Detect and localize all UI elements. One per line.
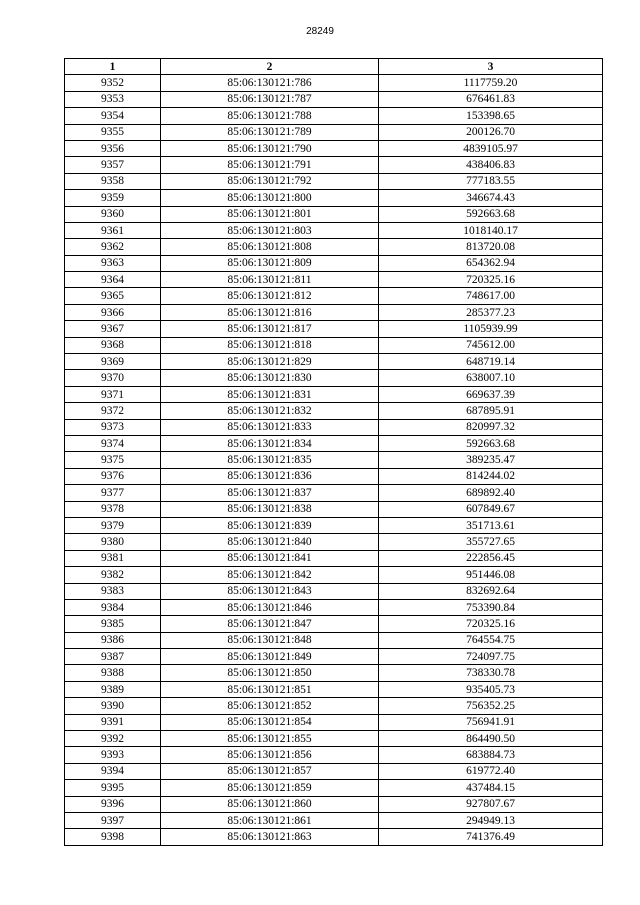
value-cell: 724097.75	[379, 649, 603, 665]
cadastral-number-cell: 85:06:130121:808	[161, 239, 379, 255]
row-number-cell: 9365	[65, 288, 161, 304]
column-header-1: 1	[65, 59, 161, 75]
row-number-cell: 9353	[65, 91, 161, 107]
column-header-2: 2	[161, 59, 379, 75]
cadastral-number-cell: 85:06:130121:809	[161, 255, 379, 271]
cadastral-number-cell: 85:06:130121:790	[161, 140, 379, 156]
table-row	[65, 304, 603, 320]
row-number-cell: 9376	[65, 468, 161, 484]
table-row	[65, 550, 603, 566]
cadastral-number-cell: 85:06:130121:831	[161, 386, 379, 402]
value-cell: 777183.55	[379, 173, 603, 189]
table-row	[65, 747, 603, 763]
table-row	[65, 370, 603, 386]
row-number-cell: 9368	[65, 337, 161, 353]
cadastral-number-cell: 85:06:130121:789	[161, 124, 379, 140]
cadastral-number-cell: 85:06:130121:800	[161, 190, 379, 206]
row-number-cell: 9357	[65, 157, 161, 173]
table-row	[65, 288, 603, 304]
cadastral-number-cell: 85:06:130121:842	[161, 567, 379, 583]
table-row	[65, 599, 603, 615]
row-number-cell: 9398	[65, 829, 161, 845]
table-row	[65, 435, 603, 451]
cadastral-number-cell: 85:06:130121:849	[161, 649, 379, 665]
value-cell: 638007.10	[379, 370, 603, 386]
value-cell: 648719.14	[379, 354, 603, 370]
row-number-cell: 9361	[65, 222, 161, 238]
row-number-cell: 9374	[65, 435, 161, 451]
column-header-3: 3	[379, 59, 603, 75]
value-cell: 4839105.97	[379, 140, 603, 156]
cadastral-number-cell: 85:06:130121:830	[161, 370, 379, 386]
row-number-cell: 9389	[65, 681, 161, 697]
row-number-cell: 9369	[65, 354, 161, 370]
table-row	[65, 190, 603, 206]
row-number-cell: 9372	[65, 403, 161, 419]
cadastral-number-cell: 85:06:130121:787	[161, 91, 379, 107]
value-cell: 748617.00	[379, 288, 603, 304]
value-cell: 1018140.17	[379, 222, 603, 238]
table-row	[65, 583, 603, 599]
value-cell: 592663.68	[379, 206, 603, 222]
table-row	[65, 632, 603, 648]
table-row	[65, 763, 603, 779]
table-row	[65, 731, 603, 747]
cadastral-number-cell: 85:06:130121:792	[161, 173, 379, 189]
value-cell: 745612.00	[379, 337, 603, 353]
table-row	[65, 321, 603, 337]
table-row	[65, 272, 603, 288]
table-row	[65, 124, 603, 140]
table-row	[65, 140, 603, 156]
cadastral-number-cell: 85:06:130121:860	[161, 796, 379, 812]
table-body	[65, 75, 603, 845]
cadastral-number-cell: 85:06:130121:817	[161, 321, 379, 337]
row-number-cell: 9356	[65, 140, 161, 156]
value-cell: 813720.08	[379, 239, 603, 255]
cadastral-number-cell: 85:06:130121:812	[161, 288, 379, 304]
cadastral-number-cell: 85:06:130121:848	[161, 632, 379, 648]
row-number-cell: 9359	[65, 190, 161, 206]
row-number-cell: 9386	[65, 632, 161, 648]
row-number-cell: 9362	[65, 239, 161, 255]
row-number-cell: 9382	[65, 567, 161, 583]
row-number-cell: 9387	[65, 649, 161, 665]
cadastral-number-cell: 85:06:130121:850	[161, 665, 379, 681]
cadastral-number-cell: 85:06:130121:847	[161, 616, 379, 632]
value-cell: 200126.70	[379, 124, 603, 140]
cadastral-number-cell: 85:06:130121:801	[161, 206, 379, 222]
table-row	[65, 157, 603, 173]
table-row	[65, 485, 603, 501]
row-number-cell: 9392	[65, 731, 161, 747]
cadastral-number-cell: 85:06:130121:840	[161, 534, 379, 550]
row-number-cell: 9373	[65, 419, 161, 435]
value-cell: 389235.47	[379, 452, 603, 468]
row-number-cell: 9393	[65, 747, 161, 763]
table-header	[65, 59, 603, 75]
cadastral-number-cell: 85:06:130121:834	[161, 435, 379, 451]
value-cell: 720325.16	[379, 272, 603, 288]
row-number-cell: 9397	[65, 812, 161, 828]
cadastral-number-cell: 85:06:130121:836	[161, 468, 379, 484]
value-cell: 756941.91	[379, 714, 603, 730]
row-number-cell: 9396	[65, 796, 161, 812]
cadastral-number-cell: 85:06:130121:829	[161, 354, 379, 370]
table-row	[65, 419, 603, 435]
row-number-cell: 9383	[65, 583, 161, 599]
row-number-cell: 9367	[65, 321, 161, 337]
table-row	[65, 468, 603, 484]
cadastral-number-cell: 85:06:130121:839	[161, 517, 379, 533]
cadastral-number-cell: 85:06:130121:854	[161, 714, 379, 730]
value-cell: 864490.50	[379, 731, 603, 747]
value-cell: 720325.16	[379, 616, 603, 632]
cadastral-number-cell: 85:06:130121:857	[161, 763, 379, 779]
value-cell: 437484.15	[379, 780, 603, 796]
row-number-cell: 9394	[65, 763, 161, 779]
value-cell: 607849.67	[379, 501, 603, 517]
row-number-cell: 9364	[65, 272, 161, 288]
value-cell: 814244.02	[379, 468, 603, 484]
value-cell: 687895.91	[379, 403, 603, 419]
row-number-cell: 9384	[65, 599, 161, 615]
table-row	[65, 501, 603, 517]
value-cell: 285377.23	[379, 304, 603, 320]
table-row	[65, 222, 603, 238]
table-row	[65, 173, 603, 189]
table-row	[65, 255, 603, 271]
cadastral-number-cell: 85:06:130121:855	[161, 731, 379, 747]
table-row	[65, 665, 603, 681]
row-number-cell: 9360	[65, 206, 161, 222]
table-row	[65, 75, 603, 91]
cadastral-number-cell: 85:06:130121:863	[161, 829, 379, 845]
cadastral-number-cell: 85:06:130121:861	[161, 812, 379, 828]
data-table	[64, 58, 603, 846]
table-row	[65, 698, 603, 714]
value-cell: 592663.68	[379, 435, 603, 451]
row-number-cell: 9371	[65, 386, 161, 402]
cadastral-number-cell: 85:06:130121:852	[161, 698, 379, 714]
value-cell: 222856.45	[379, 550, 603, 566]
table-row	[65, 714, 603, 730]
value-cell: 346674.43	[379, 190, 603, 206]
cadastral-number-cell: 85:06:130121:816	[161, 304, 379, 320]
value-cell: 153398.65	[379, 108, 603, 124]
table-row	[65, 567, 603, 583]
value-cell: 1117759.20	[379, 75, 603, 91]
value-cell: 756352.25	[379, 698, 603, 714]
value-cell: 654362.94	[379, 255, 603, 271]
row-number-cell: 9366	[65, 304, 161, 320]
table-row	[65, 681, 603, 697]
value-cell: 832692.64	[379, 583, 603, 599]
cadastral-number-cell: 85:06:130121:851	[161, 681, 379, 697]
row-number-cell: 9355	[65, 124, 161, 140]
row-number-cell: 9352	[65, 75, 161, 91]
table-row	[65, 452, 603, 468]
cadastral-number-cell: 85:06:130121:833	[161, 419, 379, 435]
table-row	[65, 386, 603, 402]
table-row	[65, 616, 603, 632]
row-number-cell: 9358	[65, 173, 161, 189]
table-row	[65, 239, 603, 255]
value-cell: 683884.73	[379, 747, 603, 763]
value-cell: 676461.83	[379, 91, 603, 107]
cadastral-number-cell: 85:06:130121:859	[161, 780, 379, 796]
cadastral-number-cell: 85:06:130121:835	[161, 452, 379, 468]
value-cell: 351713.61	[379, 517, 603, 533]
table-row	[65, 812, 603, 828]
table-row	[65, 534, 603, 550]
row-number-cell: 9379	[65, 517, 161, 533]
cadastral-number-cell: 85:06:130121:832	[161, 403, 379, 419]
cadastral-number-cell: 85:06:130121:811	[161, 272, 379, 288]
table-row	[65, 829, 603, 845]
table-row	[65, 796, 603, 812]
table-row	[65, 403, 603, 419]
cadastral-number-cell: 85:06:130121:841	[161, 550, 379, 566]
value-cell: 1105939.99	[379, 321, 603, 337]
value-cell: 951446.08	[379, 567, 603, 583]
cadastral-number-cell: 85:06:130121:846	[161, 599, 379, 615]
value-cell: 669637.39	[379, 386, 603, 402]
row-number-cell: 9370	[65, 370, 161, 386]
table-row	[65, 108, 603, 124]
table-row	[65, 91, 603, 107]
row-number-cell: 9377	[65, 485, 161, 501]
cadastral-number-cell: 85:06:130121:818	[161, 337, 379, 353]
row-number-cell: 9391	[65, 714, 161, 730]
value-cell: 689892.40	[379, 485, 603, 501]
cadastral-number-cell: 85:06:130121:788	[161, 108, 379, 124]
value-cell: 741376.49	[379, 829, 603, 845]
value-cell: 294949.13	[379, 812, 603, 828]
table-header-row	[65, 59, 603, 75]
value-cell: 927807.67	[379, 796, 603, 812]
row-number-cell: 9375	[65, 452, 161, 468]
value-cell: 438406.83	[379, 157, 603, 173]
table-row	[65, 780, 603, 796]
row-number-cell: 9390	[65, 698, 161, 714]
cadastral-number-cell: 85:06:130121:856	[161, 747, 379, 763]
row-number-cell: 9395	[65, 780, 161, 796]
cadastral-number-cell: 85:06:130121:803	[161, 222, 379, 238]
table-row	[65, 517, 603, 533]
row-number-cell: 9380	[65, 534, 161, 550]
row-number-cell: 9363	[65, 255, 161, 271]
table-row	[65, 354, 603, 370]
row-number-cell: 9385	[65, 616, 161, 632]
cadastral-number-cell: 85:06:130121:786	[161, 75, 379, 91]
value-cell: 619772.40	[379, 763, 603, 779]
cadastral-number-cell: 85:06:130121:843	[161, 583, 379, 599]
table-row	[65, 206, 603, 222]
value-cell: 820997.32	[379, 419, 603, 435]
value-cell: 738330.78	[379, 665, 603, 681]
cadastral-number-cell: 85:06:130121:791	[161, 157, 379, 173]
page-number: 28249	[306, 26, 334, 37]
row-number-cell: 9378	[65, 501, 161, 517]
row-number-cell: 9354	[65, 108, 161, 124]
table-row	[65, 337, 603, 353]
value-cell: 764554.75	[379, 632, 603, 648]
cadastral-number-cell: 85:06:130121:838	[161, 501, 379, 517]
table-row	[65, 649, 603, 665]
value-cell: 355727.65	[379, 534, 603, 550]
value-cell: 753390.84	[379, 599, 603, 615]
row-number-cell: 9388	[65, 665, 161, 681]
value-cell: 935405.73	[379, 681, 603, 697]
row-number-cell: 9381	[65, 550, 161, 566]
cadastral-number-cell: 85:06:130121:837	[161, 485, 379, 501]
